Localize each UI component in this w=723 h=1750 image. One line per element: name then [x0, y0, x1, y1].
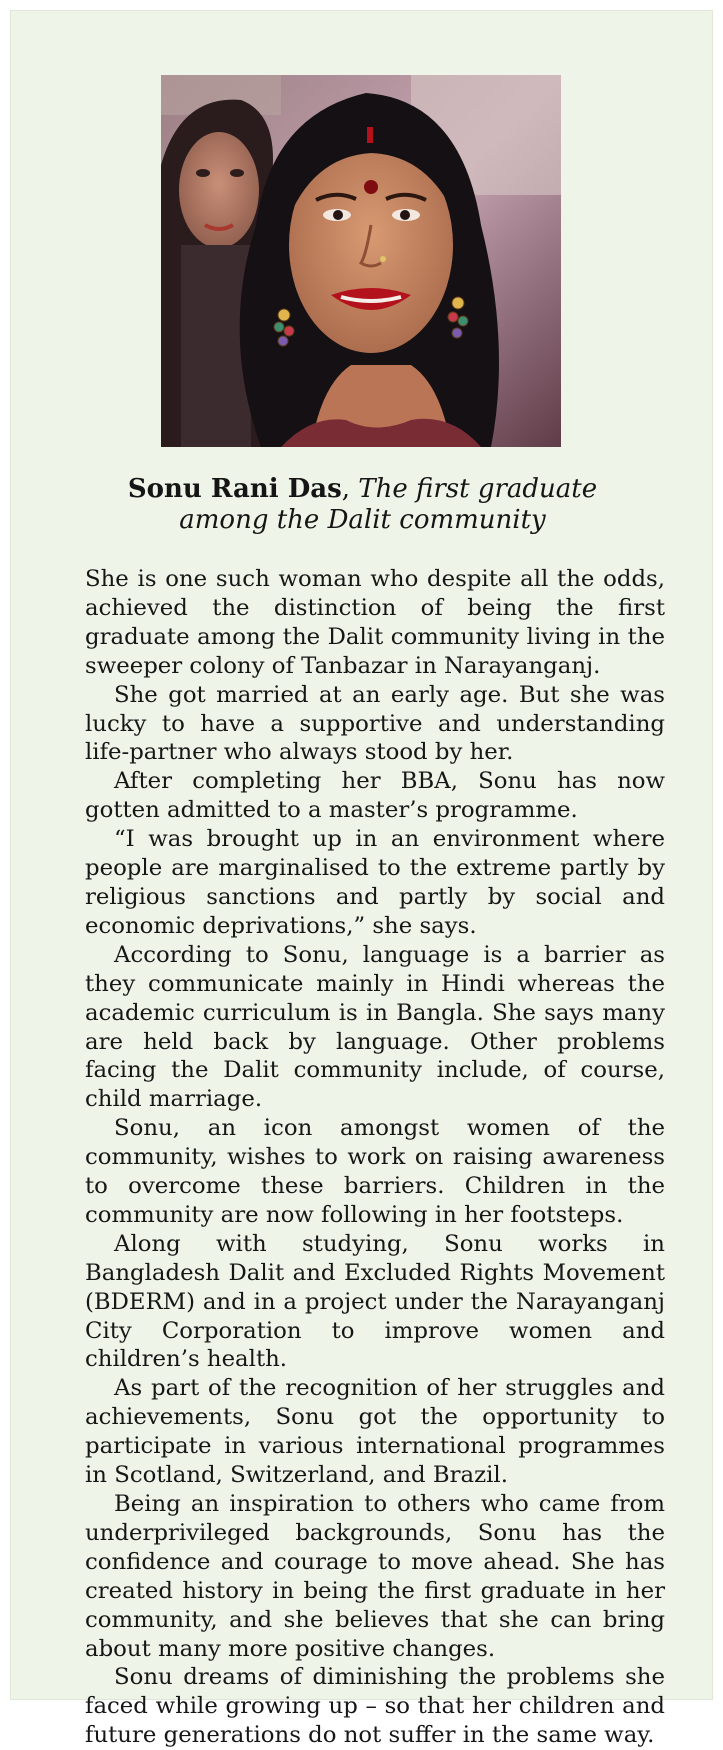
caption-role-line2: among the Dalit community	[179, 505, 546, 535]
article-paragraph: She is one such woman who despite all the odds, achieved the distinction of being the first graduate among the Dalit community living in the sweeper colony of Tanbazar in Narayanganj.	[85, 566, 665, 679]
article-paragraph: Sonu, an icon amongst women of the community, wishes to work on raising awareness to overcome these barriers. Children in the community are now following in her footsteps.	[85, 1115, 665, 1228]
photo-caption	[51, 474, 674, 536]
article-paragraph: “I was brought up in an environment where people are marginalised to the extreme partly by religious sanctions and partly by social and economic deprivations,” she says.	[85, 826, 665, 939]
caption-name: Sonu Rani Das	[127, 474, 342, 504]
article-paragraph: According to Sonu, language is a barrier as they communicate mainly in Hindi whereas the academic curriculum is in Bangla. She says many are held back by language. Other problems facing the Dalit community include, of course, child marriage.	[85, 941, 665, 1113]
caption-role-line1: The first graduate	[358, 474, 598, 504]
caption-separator: ,	[341, 474, 350, 504]
article-paragraph: After completing her BBA, Sonu has now gotten admitted to a master’s programme.	[85, 768, 665, 824]
article-paragraph: Being an inspiration to others who came from underprivileged backgrounds, Sonu has the confidence and courage to move ahead. She has created history in being the first graduate in her community, and she believes that she can bring about many more positive changes.	[85, 1491, 665, 1662]
article-paragraph: As part of the recognition of her struggles and achievements, Sonu got the opportunity to participate in various international programmes in Scotland, Switzerland, and Brazil.	[85, 1375, 665, 1489]
article-paragraph: She got married at an early age. But she was lucky to have a supportive and understanding life-partner who always stood by her.	[85, 681, 665, 766]
article-panel	[10, 10, 713, 1749]
article-paragraph: Along with studying, Sonu works in Bangladesh Dalit and Excluded Rights Movement (BDERM) and in a project under the Narayanganj City Corporation to improve women and children’s health.	[85, 1230, 665, 1373]
article-paragraph: Sonu dreams of diminishing the problems she faced while growing up – so that her children and future generations do not suffer in the same way.	[85, 1664, 665, 1749]
article-body	[85, 565, 665, 1750]
portrait-photo	[161, 75, 561, 447]
